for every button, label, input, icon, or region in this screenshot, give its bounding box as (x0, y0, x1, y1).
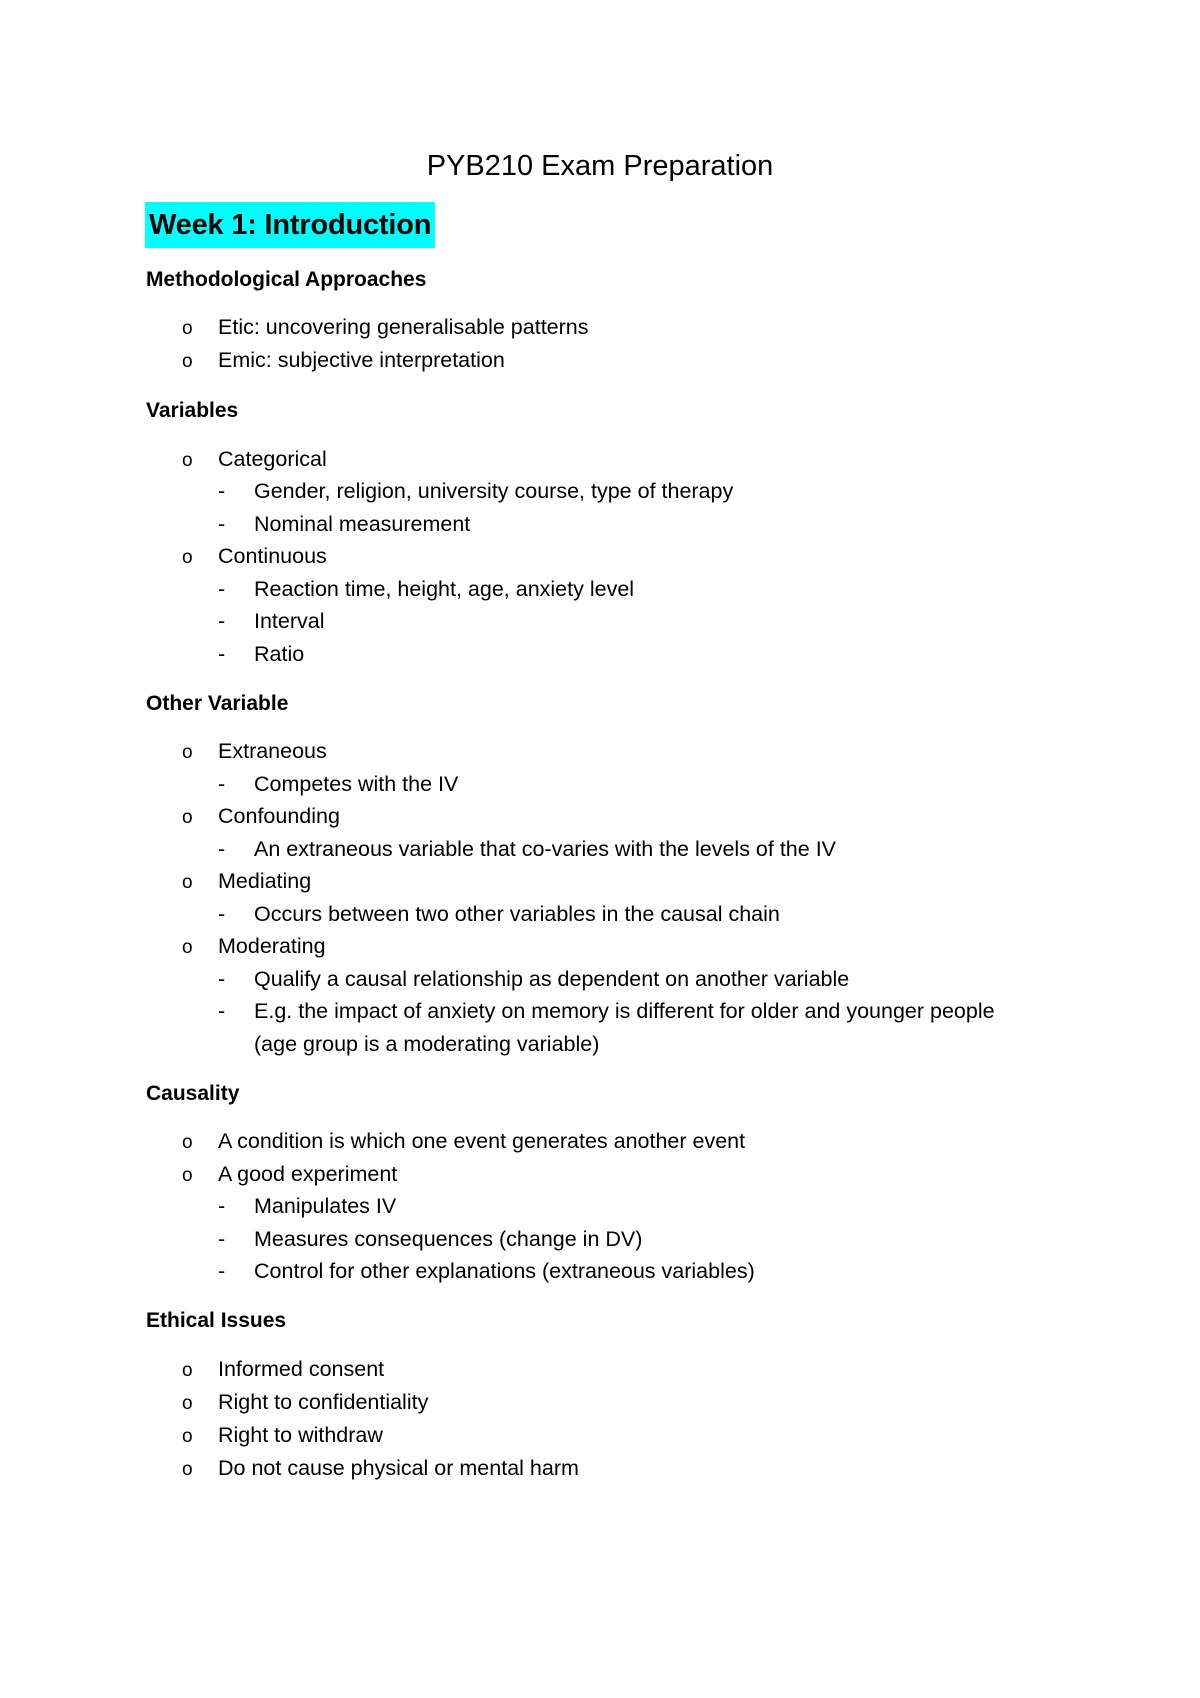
sub-item (218, 966, 849, 992)
bullet-icon: o (182, 1132, 193, 1153)
list-item-text: Do not cause physical or mental harm (218, 1456, 579, 1480)
sub-item-continuation: (age group is a moderating variable) (254, 1032, 600, 1056)
dash-icon: - (218, 512, 226, 536)
list-item (182, 1128, 745, 1156)
sub-item-text: Competes with the IV (254, 772, 459, 796)
bullet-icon: o (182, 1459, 193, 1480)
list-item-text: Continuous (218, 544, 327, 568)
dash-icon: - (218, 1194, 226, 1218)
sub-item (218, 478, 733, 504)
bullet-icon: o (182, 1393, 193, 1414)
sub-item-text: Ratio (254, 642, 305, 666)
sub-item (218, 1193, 396, 1219)
bullet-icon: o (182, 1165, 193, 1186)
dash-icon: - (218, 999, 226, 1023)
list-item (182, 347, 505, 375)
section-heading-causality: Causality (146, 1082, 240, 1105)
list-item-text: Emic: subjective interpretation (218, 348, 505, 372)
sub-item (218, 1258, 755, 1284)
list-item-text: Categorical (218, 447, 327, 471)
bullet-icon: o (182, 1360, 193, 1381)
dash-icon: - (218, 609, 226, 633)
list-item-text: Right to withdraw (218, 1423, 383, 1447)
bullet-icon: o (182, 742, 193, 763)
sub-item (218, 608, 325, 634)
sub-item (218, 511, 470, 537)
dash-icon: - (218, 837, 226, 861)
dash-icon: - (218, 967, 226, 991)
sub-item (218, 901, 780, 927)
sub-item-text: E.g. the impact of anxiety on memory is different for older and younger people (254, 999, 995, 1023)
list-item-text: Mediating (218, 869, 312, 893)
list-item-text: Etic: uncovering generalisable patterns (218, 315, 589, 339)
sub-item (218, 771, 458, 797)
sub-item-text: Reaction time, height, age, anxiety level (254, 577, 635, 601)
sub-item-text: Nominal measurement (254, 512, 471, 536)
dash-icon: - (218, 1227, 226, 1251)
list-item (182, 803, 340, 831)
list-item (182, 446, 327, 474)
list-item (182, 1455, 579, 1483)
bullet-icon: o (182, 547, 193, 568)
sub-item-text: Gender, religion, university course, type of therapy (254, 479, 734, 503)
sub-item (218, 836, 836, 862)
bullet-icon: o (182, 937, 193, 958)
list-item (182, 314, 589, 342)
bullet-icon: o (182, 351, 193, 372)
sub-item-text: Interval (254, 609, 325, 633)
sub-item-text: Qualify a causal relationship as dependent on another variable (254, 967, 850, 991)
list-item (182, 1389, 428, 1417)
list-item (182, 868, 311, 896)
list-item-text: A good experiment (218, 1162, 398, 1186)
sub-item-text: Manipulates IV (254, 1194, 397, 1218)
bullet-icon: o (182, 807, 193, 828)
list-item (182, 1161, 397, 1189)
dash-icon: - (218, 642, 226, 666)
bullet-icon: o (182, 1426, 193, 1447)
list-item-text: A condition is which one event generates another event (218, 1129, 746, 1153)
list-item (182, 543, 327, 571)
sub-item-text: Measures consequences (change in DV) (254, 1227, 643, 1251)
list-item (182, 933, 326, 961)
section-heading-methodological: Methodological Approaches (146, 268, 427, 291)
section-heading-ethical: Ethical Issues (146, 1309, 287, 1332)
list-item-text: Confounding (218, 804, 340, 828)
dash-icon: - (218, 772, 226, 796)
dash-icon: - (218, 1259, 226, 1283)
list-item-text: Informed consent (218, 1357, 385, 1381)
sub-item (218, 998, 995, 1024)
sub-item-text: An extraneous variable that co-varies with the levels of the IV (254, 837, 837, 861)
list-item (182, 738, 327, 766)
bullet-icon: o (182, 318, 193, 339)
list-item-text: Moderating (218, 934, 326, 958)
bullet-icon: o (182, 872, 193, 893)
sub-item-text: Occurs between two other variables in the causal chain (254, 902, 780, 926)
sub-item (218, 1226, 642, 1252)
document-title: PYB210 Exam Preparation (426, 150, 774, 182)
sub-item-text: Control for other explanations (extraneous variables) (254, 1259, 755, 1283)
sub-item (218, 641, 304, 667)
week-heading: Week 1: Introduction (145, 202, 435, 248)
sub-item (218, 576, 634, 602)
dash-icon: - (218, 902, 226, 926)
list-item (182, 1422, 383, 1450)
dash-icon: - (218, 479, 226, 503)
bullet-icon: o (182, 450, 193, 471)
list-item-text: Extraneous (218, 739, 327, 763)
section-heading-variables: Variables (146, 399, 239, 422)
list-item (182, 1356, 384, 1384)
dash-icon: - (218, 577, 226, 601)
list-item-text: Right to confidentiality (218, 1390, 429, 1414)
section-heading-other-variable: Other Variable (146, 692, 289, 715)
